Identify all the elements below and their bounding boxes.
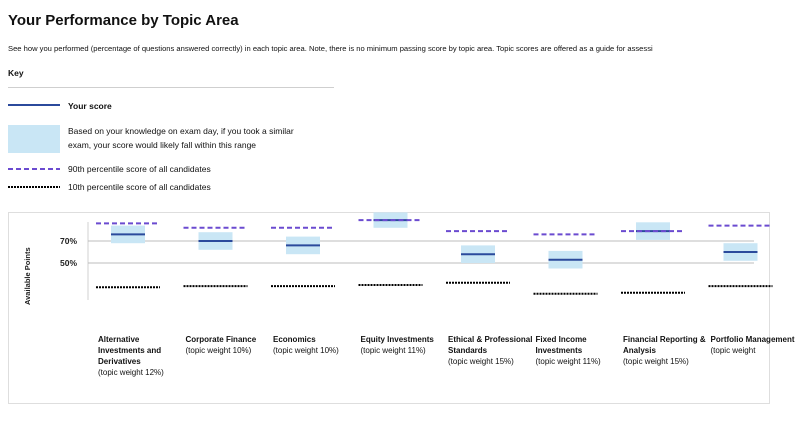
- category-name: Alternative Investments and Derivatives: [98, 335, 162, 366]
- category-name: Corporate Finance: [185, 335, 257, 344]
- category-weight: (topic weight 15%): [623, 357, 689, 366]
- category-label: [361, 334, 447, 356]
- category-label: [448, 334, 534, 367]
- category-label: [273, 334, 359, 356]
- key-label-10th: 10th percentile score of all candidates: [68, 182, 211, 192]
- intro-text: See how you performed (percentage of questions answered correctly) in each topic area. Note, there is no minimum passing score by topic area. Topic scores are offered as a guide for assessi: [8, 44, 653, 53]
- key-label-range-line2: exam, your score would likely fall within this range: [68, 140, 257, 150]
- category-label: [536, 334, 622, 367]
- category-name: Ethical & Professional Standards: [448, 335, 533, 355]
- y-axis-label: Available Points: [23, 247, 32, 305]
- category-weight: (topic weight 11%): [535, 357, 601, 366]
- key-label-your-score: Your score: [68, 101, 112, 111]
- category-name: Equity Investments: [360, 335, 434, 344]
- category-weight: (topic weight 10%): [185, 346, 252, 355]
- category-name: Economics: [273, 335, 316, 344]
- key-title: Key: [8, 68, 24, 78]
- category-weight: (topic weight 12%): [98, 368, 164, 377]
- y-tick-label: 50%: [60, 258, 78, 268]
- category-name: Portfolio Management: [710, 335, 795, 344]
- category-weight: (topic weight 10%): [273, 346, 339, 355]
- category-name: Financial Reporting & Analysis: [623, 335, 706, 355]
- y-tick-label: 70%: [60, 236, 78, 246]
- category-label: [711, 334, 797, 356]
- category-label: [186, 334, 272, 356]
- category-label: [623, 334, 709, 367]
- key-label-90th: 90th percentile score of all candidates: [68, 164, 211, 174]
- category-label: [98, 334, 184, 378]
- category-weight: (topic weight 15%): [448, 357, 514, 366]
- category-weight: (topic weight: [710, 346, 756, 355]
- category-name: Fixed Income Investments: [535, 335, 587, 355]
- category-weight: (topic weight 11%): [360, 346, 426, 355]
- key-label-range-line1: Based on your knowledge on exam day, if you took a similar: [68, 126, 294, 136]
- page-title: Your Performance by Topic Area: [8, 12, 239, 29]
